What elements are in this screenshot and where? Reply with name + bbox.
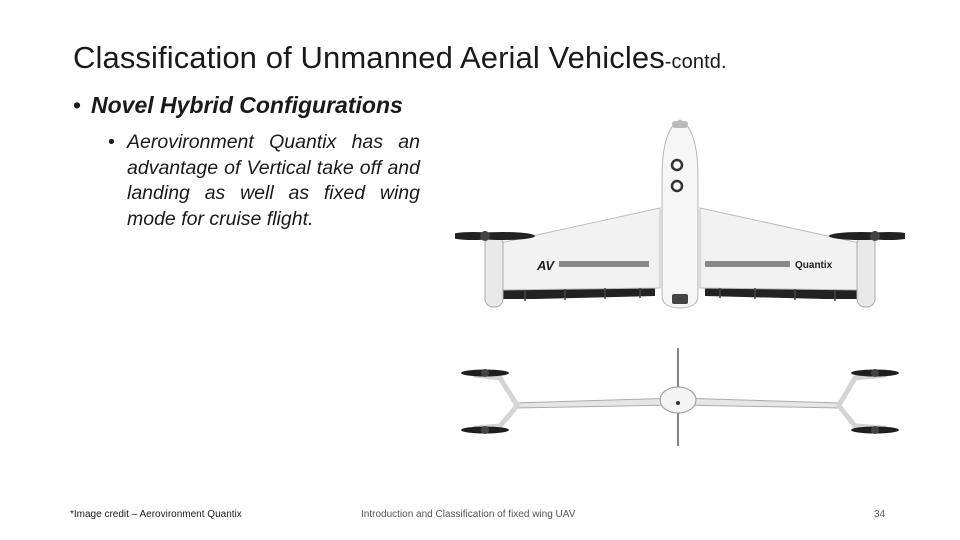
bullet-marker: • bbox=[73, 92, 82, 118]
quantix-top-view-image bbox=[455, 118, 905, 328]
title-main: Classification of Unmanned Aerial Vehicles bbox=[73, 40, 665, 75]
wing-label-quantix: Quantix bbox=[795, 260, 833, 271]
quantix-front-view-image bbox=[455, 348, 905, 448]
slide-title bbox=[73, 40, 727, 76]
bullet-level2 bbox=[108, 130, 420, 232]
title-suffix: -contd. bbox=[664, 51, 727, 73]
footer-course-title: Introduction and Classification of fixed wing UAV bbox=[361, 509, 576, 520]
bullet-level1-text: Novel Hybrid Configurations bbox=[91, 92, 403, 118]
page-number: 34 bbox=[874, 509, 886, 520]
wing-logo-av: AV bbox=[537, 258, 555, 273]
bullet-marker: • bbox=[108, 131, 115, 153]
bullet-level1 bbox=[73, 92, 403, 119]
image-credit: *Image credit – Aerovironment Quantix bbox=[70, 509, 242, 520]
bullet-level2-text: Aerovironment Quantix has an advantage of Vertical take off and landing as well as fixed wing mode for cruise flight. bbox=[127, 131, 420, 230]
